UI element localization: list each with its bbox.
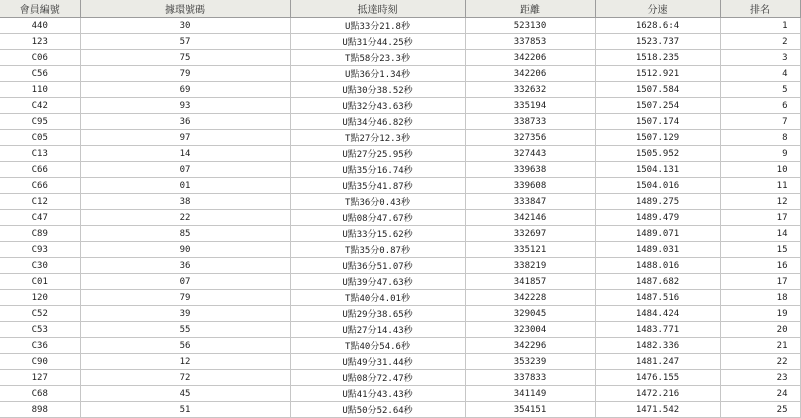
table-row[interactable] bbox=[0, 370, 800, 386]
distance-cell: 323004 bbox=[465, 322, 595, 338]
ring-number-cell: 01 bbox=[80, 178, 290, 194]
distance-cell: 338219 bbox=[465, 258, 595, 274]
table-row[interactable] bbox=[0, 338, 800, 354]
table-row[interactable] bbox=[0, 386, 800, 402]
speed-cell: 1504.016 bbox=[595, 178, 720, 194]
ring-number-cell: 14 bbox=[80, 146, 290, 162]
distance-cell: 341857 bbox=[465, 274, 595, 290]
ring-number-cell: 55 bbox=[80, 322, 290, 338]
arrival-time-cell: U點27分14.43秒 bbox=[290, 322, 465, 338]
distance-cell: 335194 bbox=[465, 98, 595, 114]
member-id-cell: C52 bbox=[0, 306, 80, 322]
rank-cell: 2 bbox=[720, 34, 800, 50]
ring-number-cell: 39 bbox=[80, 306, 290, 322]
rank-cell: 3 bbox=[720, 50, 800, 66]
distance-cell: 523130 bbox=[465, 18, 595, 34]
ring-number-cell: 79 bbox=[80, 66, 290, 82]
ring-number-cell: 57 bbox=[80, 34, 290, 50]
ring-number-cell: 85 bbox=[80, 226, 290, 242]
member-id-cell: 123 bbox=[0, 34, 80, 50]
column-header-speed[interactable]: 分速 bbox=[595, 0, 720, 18]
arrival-time-cell: U點32分43.63秒 bbox=[290, 98, 465, 114]
speed-cell: 1523.737 bbox=[595, 34, 720, 50]
arrival-time-cell: U點41分43.43秒 bbox=[290, 386, 465, 402]
speed-cell: 1505.952 bbox=[595, 146, 720, 162]
speed-cell: 1489.275 bbox=[595, 194, 720, 210]
speed-cell: 1489.031 bbox=[595, 242, 720, 258]
rank-cell: 24 bbox=[720, 386, 800, 402]
distance-cell: 342228 bbox=[465, 290, 595, 306]
speed-cell: 1518.235 bbox=[595, 50, 720, 66]
arrival-time-cell: U點08分72.47秒 bbox=[290, 370, 465, 386]
member-id-cell: C12 bbox=[0, 194, 80, 210]
ring-number-cell: 69 bbox=[80, 82, 290, 98]
distance-cell: 332632 bbox=[465, 82, 595, 98]
distance-cell: 339638 bbox=[465, 162, 595, 178]
table-row[interactable] bbox=[0, 322, 800, 338]
ring-number-cell: 93 bbox=[80, 98, 290, 114]
table-row[interactable] bbox=[0, 98, 800, 114]
rank-cell: 18 bbox=[720, 290, 800, 306]
member-id-cell: C90 bbox=[0, 354, 80, 370]
ring-number-cell: 07 bbox=[80, 274, 290, 290]
speed-cell: 1476.155 bbox=[595, 370, 720, 386]
distance-cell: 342206 bbox=[465, 66, 595, 82]
column-header-distance[interactable]: 距離 bbox=[465, 0, 595, 18]
speed-cell: 1507.584 bbox=[595, 82, 720, 98]
column-header-ring-number[interactable]: 據環號碼 bbox=[80, 0, 290, 18]
speed-cell: 1487.682 bbox=[595, 274, 720, 290]
ring-number-cell: 36 bbox=[80, 258, 290, 274]
arrival-time-cell: U點27分25.95秒 bbox=[290, 146, 465, 162]
speed-cell: 1512.921 bbox=[595, 66, 720, 82]
distance-cell: 342146 bbox=[465, 210, 595, 226]
rank-cell: 8 bbox=[720, 130, 800, 146]
table-row[interactable] bbox=[0, 82, 800, 98]
rank-cell: 10 bbox=[720, 162, 800, 178]
ring-number-cell: 72 bbox=[80, 370, 290, 386]
table-row[interactable] bbox=[0, 354, 800, 370]
distance-cell: 327443 bbox=[465, 146, 595, 162]
arrival-time-cell: U點35分16.74秒 bbox=[290, 162, 465, 178]
arrival-time-cell: T點35分0.87秒 bbox=[290, 242, 465, 258]
speed-cell: 1489.071 bbox=[595, 226, 720, 242]
speed-cell: 1484.424 bbox=[595, 306, 720, 322]
rank-cell: 5 bbox=[720, 82, 800, 98]
speed-cell: 1507.254 bbox=[595, 98, 720, 114]
table-row[interactable] bbox=[0, 34, 800, 50]
rank-cell: 25 bbox=[720, 402, 800, 418]
member-id-cell: C53 bbox=[0, 322, 80, 338]
rank-cell: 1 bbox=[720, 18, 800, 34]
arrival-time-cell: U點29分38.65秒 bbox=[290, 306, 465, 322]
table-row[interactable] bbox=[0, 274, 800, 290]
ring-number-cell: 56 bbox=[80, 338, 290, 354]
ring-number-cell: 07 bbox=[80, 162, 290, 178]
arrival-time-cell: T點58分23.3秒 bbox=[290, 50, 465, 66]
table-row[interactable] bbox=[0, 162, 800, 178]
speed-cell: 1471.542 bbox=[595, 402, 720, 418]
distance-cell: 329045 bbox=[465, 306, 595, 322]
table-row[interactable] bbox=[0, 210, 800, 226]
member-id-cell: C89 bbox=[0, 226, 80, 242]
ring-number-cell: 22 bbox=[80, 210, 290, 226]
speed-cell: 1483.771 bbox=[595, 322, 720, 338]
table-row[interactable] bbox=[0, 306, 800, 322]
distance-cell: 341149 bbox=[465, 386, 595, 402]
rank-cell: 20 bbox=[720, 322, 800, 338]
arrival-time-cell: U點35分41.87秒 bbox=[290, 178, 465, 194]
distance-cell: 337853 bbox=[465, 34, 595, 50]
ring-number-cell: 75 bbox=[80, 50, 290, 66]
rank-cell: 21 bbox=[720, 338, 800, 354]
ring-number-cell: 45 bbox=[80, 386, 290, 402]
ring-number-cell: 79 bbox=[80, 290, 290, 306]
speed-cell: 1507.129 bbox=[595, 130, 720, 146]
arrival-time-cell: U點30分38.52秒 bbox=[290, 82, 465, 98]
arrival-time-cell: U點33分15.62秒 bbox=[290, 226, 465, 242]
rank-cell: 15 bbox=[720, 242, 800, 258]
ring-number-cell: 51 bbox=[80, 402, 290, 418]
arrival-time-cell: U點39分47.63秒 bbox=[290, 274, 465, 290]
member-id-cell: C95 bbox=[0, 114, 80, 130]
column-header-arrival-time[interactable]: 抵達時刻 bbox=[290, 0, 465, 18]
header-row bbox=[0, 0, 800, 18]
distance-cell: 353239 bbox=[465, 354, 595, 370]
arrival-time-cell: U點34分46.82秒 bbox=[290, 114, 465, 130]
table-row[interactable] bbox=[0, 290, 800, 306]
member-id-cell: 120 bbox=[0, 290, 80, 306]
column-header-rank[interactable]: 排名 bbox=[720, 0, 800, 18]
member-id-cell: C01 bbox=[0, 274, 80, 290]
ring-number-cell: 97 bbox=[80, 130, 290, 146]
speed-cell: 1472.216 bbox=[595, 386, 720, 402]
rank-cell: 11 bbox=[720, 178, 800, 194]
arrival-time-cell: T點40分54.6秒 bbox=[290, 338, 465, 354]
rank-cell: 4 bbox=[720, 66, 800, 82]
speed-cell: 1507.174 bbox=[595, 114, 720, 130]
table-row[interactable] bbox=[0, 146, 800, 162]
column-header-member-id[interactable]: 會員編號 bbox=[0, 0, 80, 18]
distance-cell: 338733 bbox=[465, 114, 595, 130]
rank-cell: 7 bbox=[720, 114, 800, 130]
rank-cell: 9 bbox=[720, 146, 800, 162]
table-row[interactable] bbox=[0, 194, 800, 210]
distance-cell: 339608 bbox=[465, 178, 595, 194]
rank-cell: 23 bbox=[720, 370, 800, 386]
member-id-cell: C36 bbox=[0, 338, 80, 354]
table-row[interactable] bbox=[0, 226, 800, 242]
member-id-cell: C05 bbox=[0, 130, 80, 146]
arrival-time-cell: T點27分12.3秒 bbox=[290, 130, 465, 146]
distance-cell: 327356 bbox=[465, 130, 595, 146]
member-id-cell: C06 bbox=[0, 50, 80, 66]
distance-cell: 354151 bbox=[465, 402, 595, 418]
distance-cell: 342296 bbox=[465, 338, 595, 354]
table-row[interactable] bbox=[0, 242, 800, 258]
member-id-cell: C56 bbox=[0, 66, 80, 82]
rank-cell: 6 bbox=[720, 98, 800, 114]
rank-cell: 17 bbox=[720, 210, 800, 226]
rank-cell: 14 bbox=[720, 226, 800, 242]
table-row[interactable] bbox=[0, 130, 800, 146]
arrival-time-cell: U點33分21.8秒 bbox=[290, 18, 465, 34]
arrival-time-cell: U點08分47.67秒 bbox=[290, 210, 465, 226]
distance-cell: 335121 bbox=[465, 242, 595, 258]
distance-cell: 332697 bbox=[465, 226, 595, 242]
arrival-time-cell: U點50分52.64秒 bbox=[290, 402, 465, 418]
table-row[interactable] bbox=[0, 18, 800, 34]
member-id-cell: C47 bbox=[0, 210, 80, 226]
arrival-time-cell: U點49分31.44秒 bbox=[290, 354, 465, 370]
arrival-time-cell: U點36分1.34秒 bbox=[290, 66, 465, 82]
table-row[interactable] bbox=[0, 402, 800, 418]
arrival-time-cell: U點31分44.25秒 bbox=[290, 34, 465, 50]
arrival-time-cell: T點36分0.43秒 bbox=[290, 194, 465, 210]
member-id-cell: C30 bbox=[0, 258, 80, 274]
speed-cell: 1481.247 bbox=[595, 354, 720, 370]
rank-cell: 12 bbox=[720, 194, 800, 210]
speed-cell: 1489.479 bbox=[595, 210, 720, 226]
ring-number-cell: 12 bbox=[80, 354, 290, 370]
distance-cell: 337833 bbox=[465, 370, 595, 386]
ring-number-cell: 90 bbox=[80, 242, 290, 258]
member-id-cell: 898 bbox=[0, 402, 80, 418]
member-id-cell: C66 bbox=[0, 162, 80, 178]
member-id-cell: C13 bbox=[0, 146, 80, 162]
distance-cell: 342206 bbox=[465, 50, 595, 66]
table-row[interactable] bbox=[0, 114, 800, 130]
distance-cell: 333847 bbox=[465, 194, 595, 210]
table-row[interactable] bbox=[0, 66, 800, 82]
table-row[interactable] bbox=[0, 258, 800, 274]
rank-cell: 16 bbox=[720, 258, 800, 274]
speed-cell: 1628.6:4 bbox=[595, 18, 720, 34]
table-row[interactable] bbox=[0, 50, 800, 66]
rank-cell: 19 bbox=[720, 306, 800, 322]
rank-cell: 22 bbox=[720, 354, 800, 370]
member-id-cell: 110 bbox=[0, 82, 80, 98]
member-id-cell: C68 bbox=[0, 386, 80, 402]
ring-number-cell: 30 bbox=[80, 18, 290, 34]
table-row[interactable] bbox=[0, 178, 800, 194]
member-id-cell: 440 bbox=[0, 18, 80, 34]
speed-cell: 1504.131 bbox=[595, 162, 720, 178]
speed-cell: 1487.516 bbox=[595, 290, 720, 306]
member-id-cell: C93 bbox=[0, 242, 80, 258]
speed-cell: 1482.336 bbox=[595, 338, 720, 354]
arrival-time-cell: T點40分4.01秒 bbox=[290, 290, 465, 306]
ring-number-cell: 36 bbox=[80, 114, 290, 130]
member-id-cell: 127 bbox=[0, 370, 80, 386]
rank-cell: 17 bbox=[720, 274, 800, 290]
arrival-time-cell: U點36分51.07秒 bbox=[290, 258, 465, 274]
ring-number-cell: 38 bbox=[80, 194, 290, 210]
member-id-cell: C42 bbox=[0, 98, 80, 114]
member-id-cell: C66 bbox=[0, 178, 80, 194]
speed-cell: 1488.016 bbox=[595, 258, 720, 274]
